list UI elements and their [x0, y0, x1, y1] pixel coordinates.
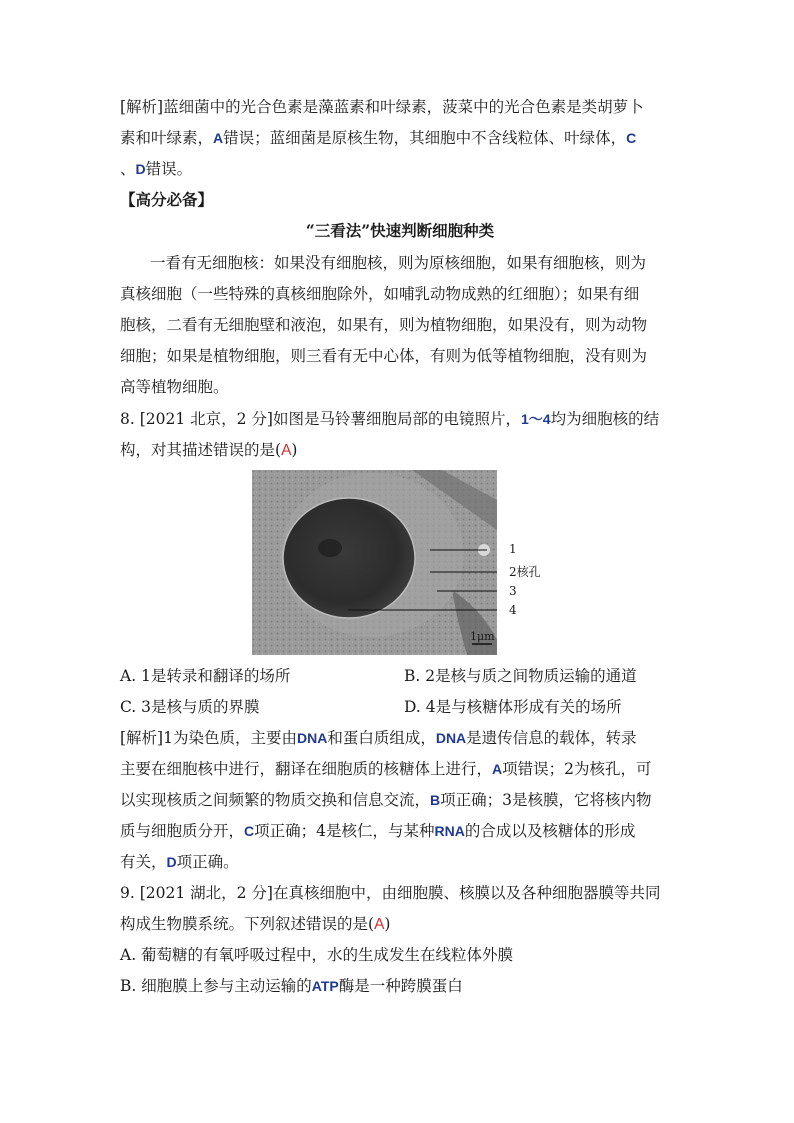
term: DNA — [435, 730, 467, 746]
text: [解析]1为染色质，主要由 — [120, 729, 297, 747]
figure-label-2-nuclear-pore: 2核孔 — [509, 565, 541, 579]
analysis2-line2 — [120, 758, 680, 780]
term: DNA — [296, 730, 328, 746]
text: 是遗传信息的载体，转录 — [466, 729, 637, 747]
text: 主要在细胞核中进行，翻译在细胞质的核糖体上进行， — [120, 760, 493, 778]
text: 以实现核质之间频繁的物质交换和信息交流， — [120, 791, 431, 809]
text: 项错误；2为核孔，可 — [502, 760, 652, 778]
term: RNA — [434, 823, 465, 839]
option-ref: B — [430, 792, 441, 808]
figure-label-4: 4 — [509, 603, 517, 617]
micrograph-svg — [252, 470, 497, 655]
answer-mark: A — [374, 916, 385, 933]
text: 错误。 — [145, 160, 193, 178]
text: ) — [291, 441, 298, 459]
electron-micrograph-figure — [252, 470, 497, 655]
option-ref: D — [135, 161, 146, 177]
term: ATP — [311, 978, 339, 994]
text: 的合成以及核糖体的形成 — [464, 822, 636, 840]
section-para-line5: 高等植物细胞。 — [120, 378, 229, 396]
section-title: “三看法”快速判断细胞种类 — [305, 221, 495, 240]
text: 、 — [120, 160, 136, 178]
text: 项正确；3是核膜，它将核内物 — [440, 791, 652, 809]
option-ref: A — [492, 761, 503, 777]
analysis1-line2 — [120, 127, 680, 149]
text: 项正确。 — [176, 853, 239, 871]
figure-label-3: 3 — [509, 584, 517, 598]
nucleolus — [318, 539, 342, 557]
scale-bar-label: 1μm — [470, 630, 495, 643]
option-ref: C — [244, 823, 255, 839]
option-ref: C — [626, 130, 637, 146]
q8-stem-line2 — [120, 439, 680, 462]
text: ) — [384, 915, 391, 933]
text: B. 细胞膜上参与主动运输的 — [120, 977, 312, 995]
answer-mark: A — [281, 442, 292, 459]
section-para-line4: 细胞；如果是植物细胞，则三看有无中心体，有则为低等植物细胞，没有则为 — [120, 347, 648, 365]
analysis2-line5 — [120, 851, 680, 873]
q9-stem-line2 — [120, 913, 680, 936]
analysis1-line3 — [120, 158, 680, 180]
analysis2-line1 — [120, 727, 680, 749]
q9-option-a: A. 葡萄糖的有氧呼吸过程中，水的生成发生在线粒体外膜 — [120, 946, 514, 964]
q8-option-d: D. 4是与核糖体形成有关的场所 — [404, 698, 622, 716]
text: 有关， — [120, 853, 167, 871]
text: 素和叶绿素， — [120, 129, 214, 147]
analysis2-line4 — [120, 820, 680, 842]
option-ref: D — [166, 854, 177, 870]
text: 构成生物膜系统。下列叙述错误的是( — [120, 915, 375, 933]
text: 错误；蓝细菌是原核生物，其细胞中不含线粒体、叶绿体， — [223, 129, 627, 147]
text: 均为细胞核的结 — [550, 410, 660, 428]
text: 项正确；4是核仁，与某种 — [254, 822, 435, 840]
section-para-line3: 胞核，二看有无细胞壁和液泡，如果有，则为植物细胞，如果没有，则为动物 — [120, 316, 648, 334]
q9-stem-line1: 9. [2021 湖北，2 分]在真核细胞中，由细胞膜、核膜以及各种细胞器膜等共同 — [120, 884, 661, 902]
section-para-line1: 一看有无细胞核：如果没有细胞核，则为原核细胞，如果有细胞核，则为 — [150, 254, 647, 272]
text: 和蛋白质组成， — [327, 729, 436, 747]
q8-option-b: B. 2是核与质之间物质运输的通道 — [404, 667, 637, 685]
text: [解析]蓝细菌中的光合色素是藻蓝素和叶绿素，菠菜中的光合色素是类胡萝卜 — [120, 98, 644, 116]
text: 构，对其描述错误的是( — [120, 441, 282, 459]
q8-stem-line1 — [120, 408, 680, 430]
figure-label-1: 1 — [509, 542, 517, 556]
section-para-line2: 真核细胞（一些特殊的真核细胞除外，如哺乳动物成熟的红细胞）；如果有细 — [120, 285, 640, 303]
q8-option-a: A. 1是转录和翻译的场所 — [120, 667, 291, 685]
analysis1-line1 — [120, 96, 680, 118]
text: 8. [2021 北京，2 分]如图是马铃薯细胞局部的电镜照片， — [120, 410, 521, 428]
text: 质与细胞质分开， — [120, 822, 245, 840]
q8-option-c: C. 3是核与质的界膜 — [120, 698, 260, 716]
analysis2-line3 — [120, 789, 680, 811]
section-heading: 【高分必备】 — [120, 190, 214, 209]
option-ref: A — [213, 130, 224, 146]
text: 酶是一种跨膜蛋白 — [338, 977, 463, 995]
range-ref: 1～4 — [520, 411, 551, 427]
q9-option-b — [120, 975, 680, 997]
